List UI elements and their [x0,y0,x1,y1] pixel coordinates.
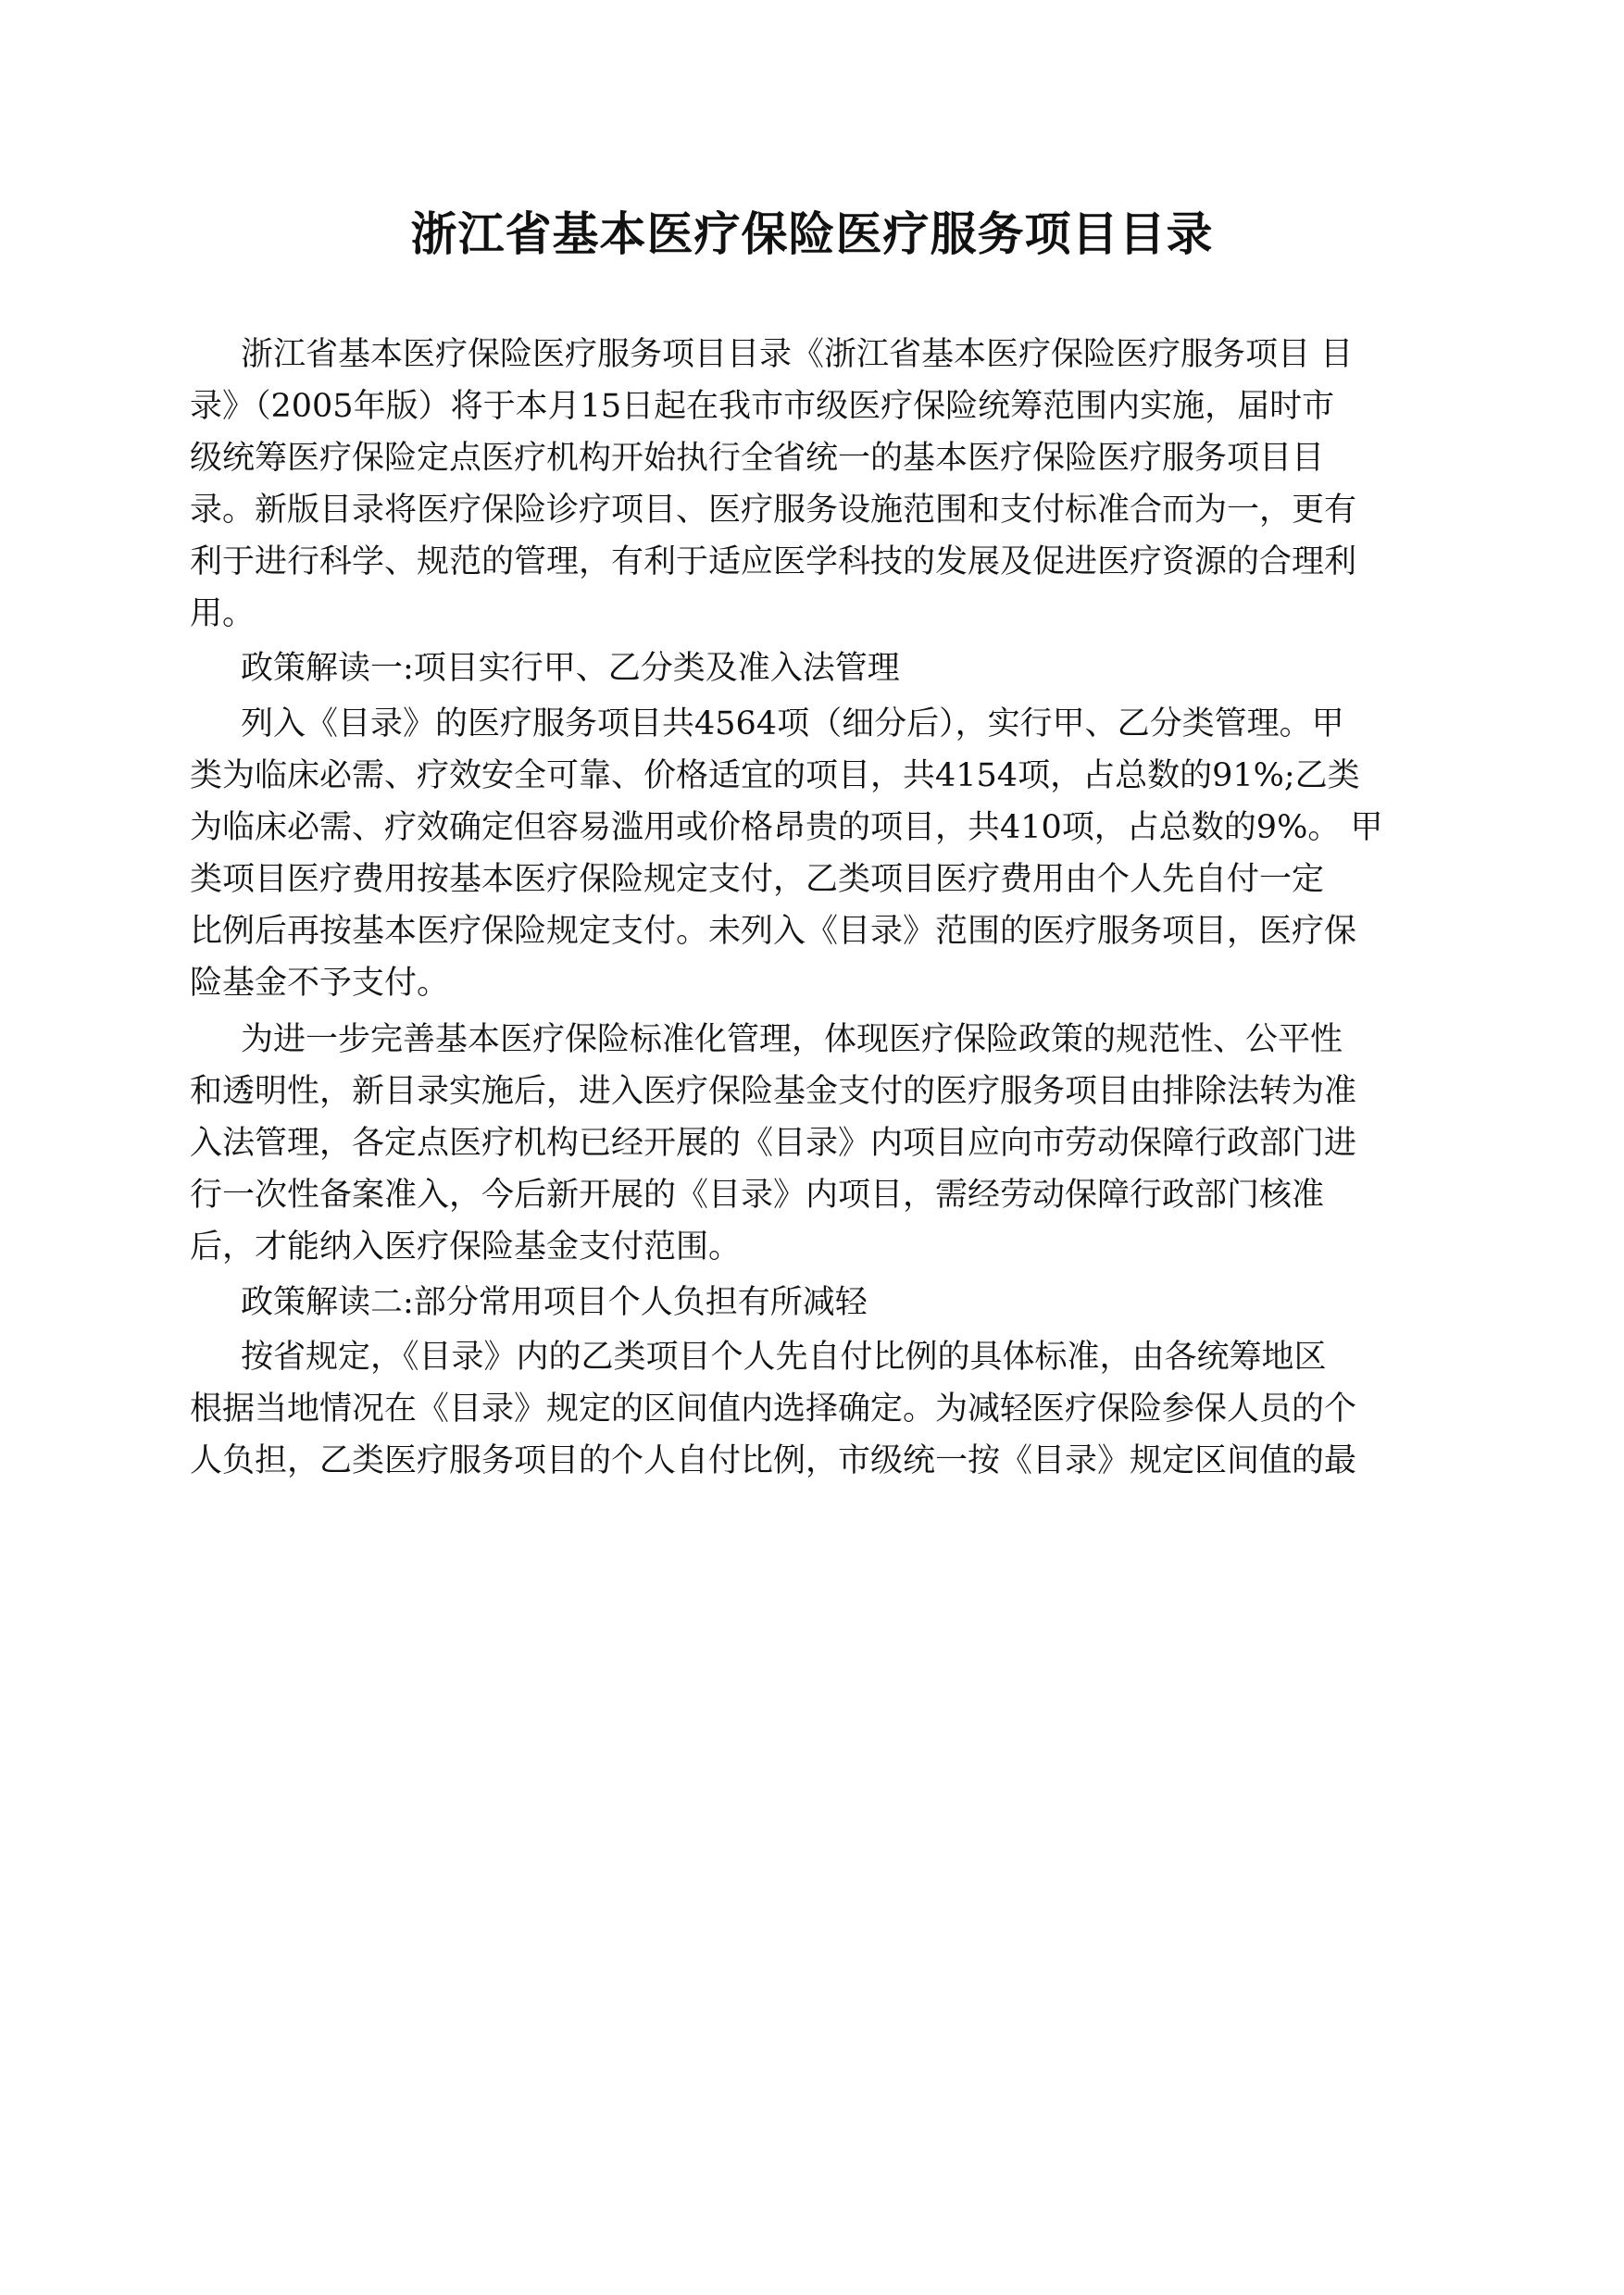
text-line: 浙江省基本医疗保险医疗服务项目目录《浙江省基本医疗保险医疗服务项目 目 [241,336,1354,373]
text-line: 后，才能纳入医疗保险基金支付范围。 [190,1229,742,1266]
text-line: 类项目医疗费用按基本医疗保险规定支付，乙类项目医疗费用由个人先自付一定 [190,861,1325,898]
text-line: 为临床必需、疗效确定但容易滥用或价格昂贵的项目，共410项，占总数的9%。 甲 [190,809,1383,846]
text-line: 列入《目录》的医疗服务项目共4564项（细分后），实行甲、乙分类管理。甲 [241,705,1344,742]
text-line: 利于进行科学、规范的管理，有利于适应医学科技的发展及促进医疗资源的合理利 [190,543,1357,580]
text-line: 比例后再按基本医疗保险规定支付。未列入《目录》范围的医疗服务项目，医疗保 [190,913,1357,950]
text-line: 行一次性备案准入，今后新开展的《目录》内项目，需经劳动保障行政部门核准 [190,1177,1325,1214]
text-line: 按省规定，《目录》内的乙类项目个人先自付比例的具体标准，由各统筹地区 [241,1339,1327,1376]
document-title: 浙江省基本医疗保险医疗服务项目目录 [410,207,1214,261]
section-heading: 政策解读二:部分常用项目个人负担有所减轻 [241,1284,868,1321]
text-line: 为进一步完善基本医疗保险标准化管理，体现医疗保险政策的规范性、公平性 [241,1021,1343,1058]
text-line: 险基金不予支付。 [190,965,450,1002]
text-line: 类为临床必需、疗效安全可靠、价格适宜的项目，共4154项，占总数的91%;乙类 [190,757,1360,794]
text-line: 和透明性，新目录实施后，进入医疗保险基金支付的医疗服务项目由排除法转为准 [190,1073,1357,1110]
section-heading: 政策解读一:项目实行甲、乙分类及准入法管理 [241,650,900,687]
text-line: 用。 [190,595,256,632]
text-line: 人负担，乙类医疗服务项目的个人自付比例，市级统一按《目录》规定区间值的最 [190,1442,1357,1479]
text-line: 录。新版目录将医疗保险诊疗项目、医疗服务设施范围和支付标准合而为一，更有 [190,492,1357,529]
text-line: 入法管理，各定点医疗机构已经开展的《目录》内项目应向市劳动保障行政部门进 [190,1125,1357,1162]
text-line: 级统筹医疗保险定点医疗机构开始执行全省统一的基本医疗保险医疗服务项目目 [190,440,1325,477]
text-line: 录》（2005年版）将于本月15日起在我市市级医疗保险统筹范围内实施，届时市 [190,388,1335,425]
text-line: 根据当地情况在《目录》规定的区间值内选择确定。为减轻医疗保险参保人员的个 [190,1391,1357,1428]
